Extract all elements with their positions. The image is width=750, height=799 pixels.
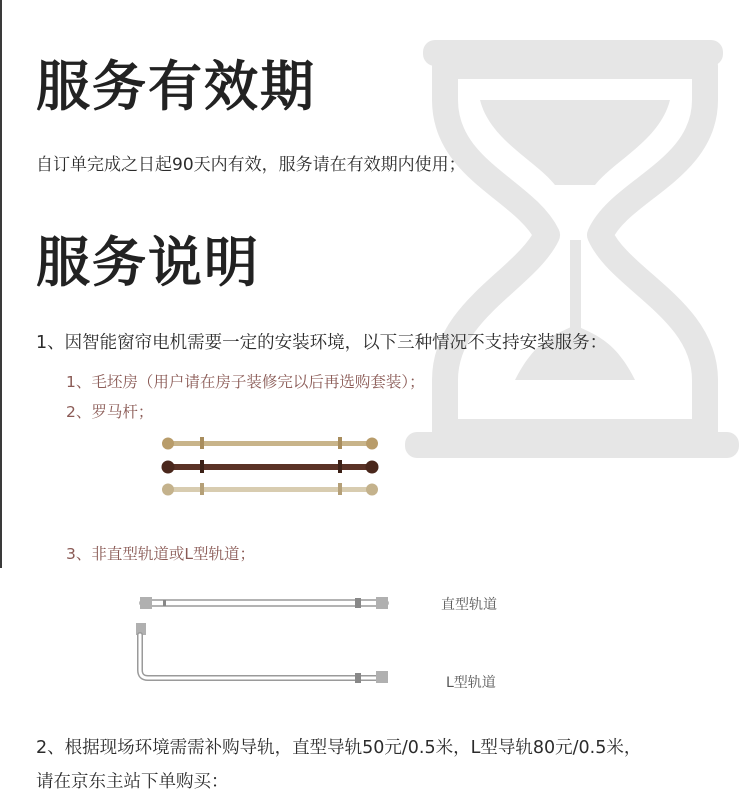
rail-purchase-note: 2、根据现场环境需需补购导轨，直型导轨50元/0.5米，L型导轨80元/0.5米， bbox=[36, 738, 642, 758]
unsupported-case-2: 2、罗马杆； bbox=[66, 403, 154, 421]
straight-track-icon bbox=[140, 597, 388, 609]
roman-rod-icon bbox=[160, 432, 380, 502]
l-track-icon bbox=[136, 623, 388, 683]
validity-text: 自订单完成之日起90天内有效，服务请在有效期内使用； bbox=[36, 155, 466, 175]
validity-title: 服务有效期 bbox=[36, 55, 316, 118]
unsupported-case-1: 1、毛坯房（用户请在房子装修完以后再选购套装）； bbox=[66, 373, 425, 391]
hourglass-icon bbox=[405, 40, 745, 460]
left-border-line bbox=[0, 0, 2, 568]
straight-track-label: 直型轨道 bbox=[441, 597, 497, 613]
l-track-label: L型轨道 bbox=[446, 675, 496, 691]
service-intro: 1、因智能窗帘电机需要一定的安装环境，以下三种情况不支持安装服务： bbox=[36, 333, 608, 353]
track-diagram bbox=[130, 585, 400, 695]
unsupported-case-3: 3、非直型轨道或L型轨道； bbox=[66, 545, 255, 563]
service-title: 服务说明 bbox=[36, 231, 260, 294]
rail-purchase-note-line2: 请在京东主站下单购买： bbox=[36, 772, 229, 792]
